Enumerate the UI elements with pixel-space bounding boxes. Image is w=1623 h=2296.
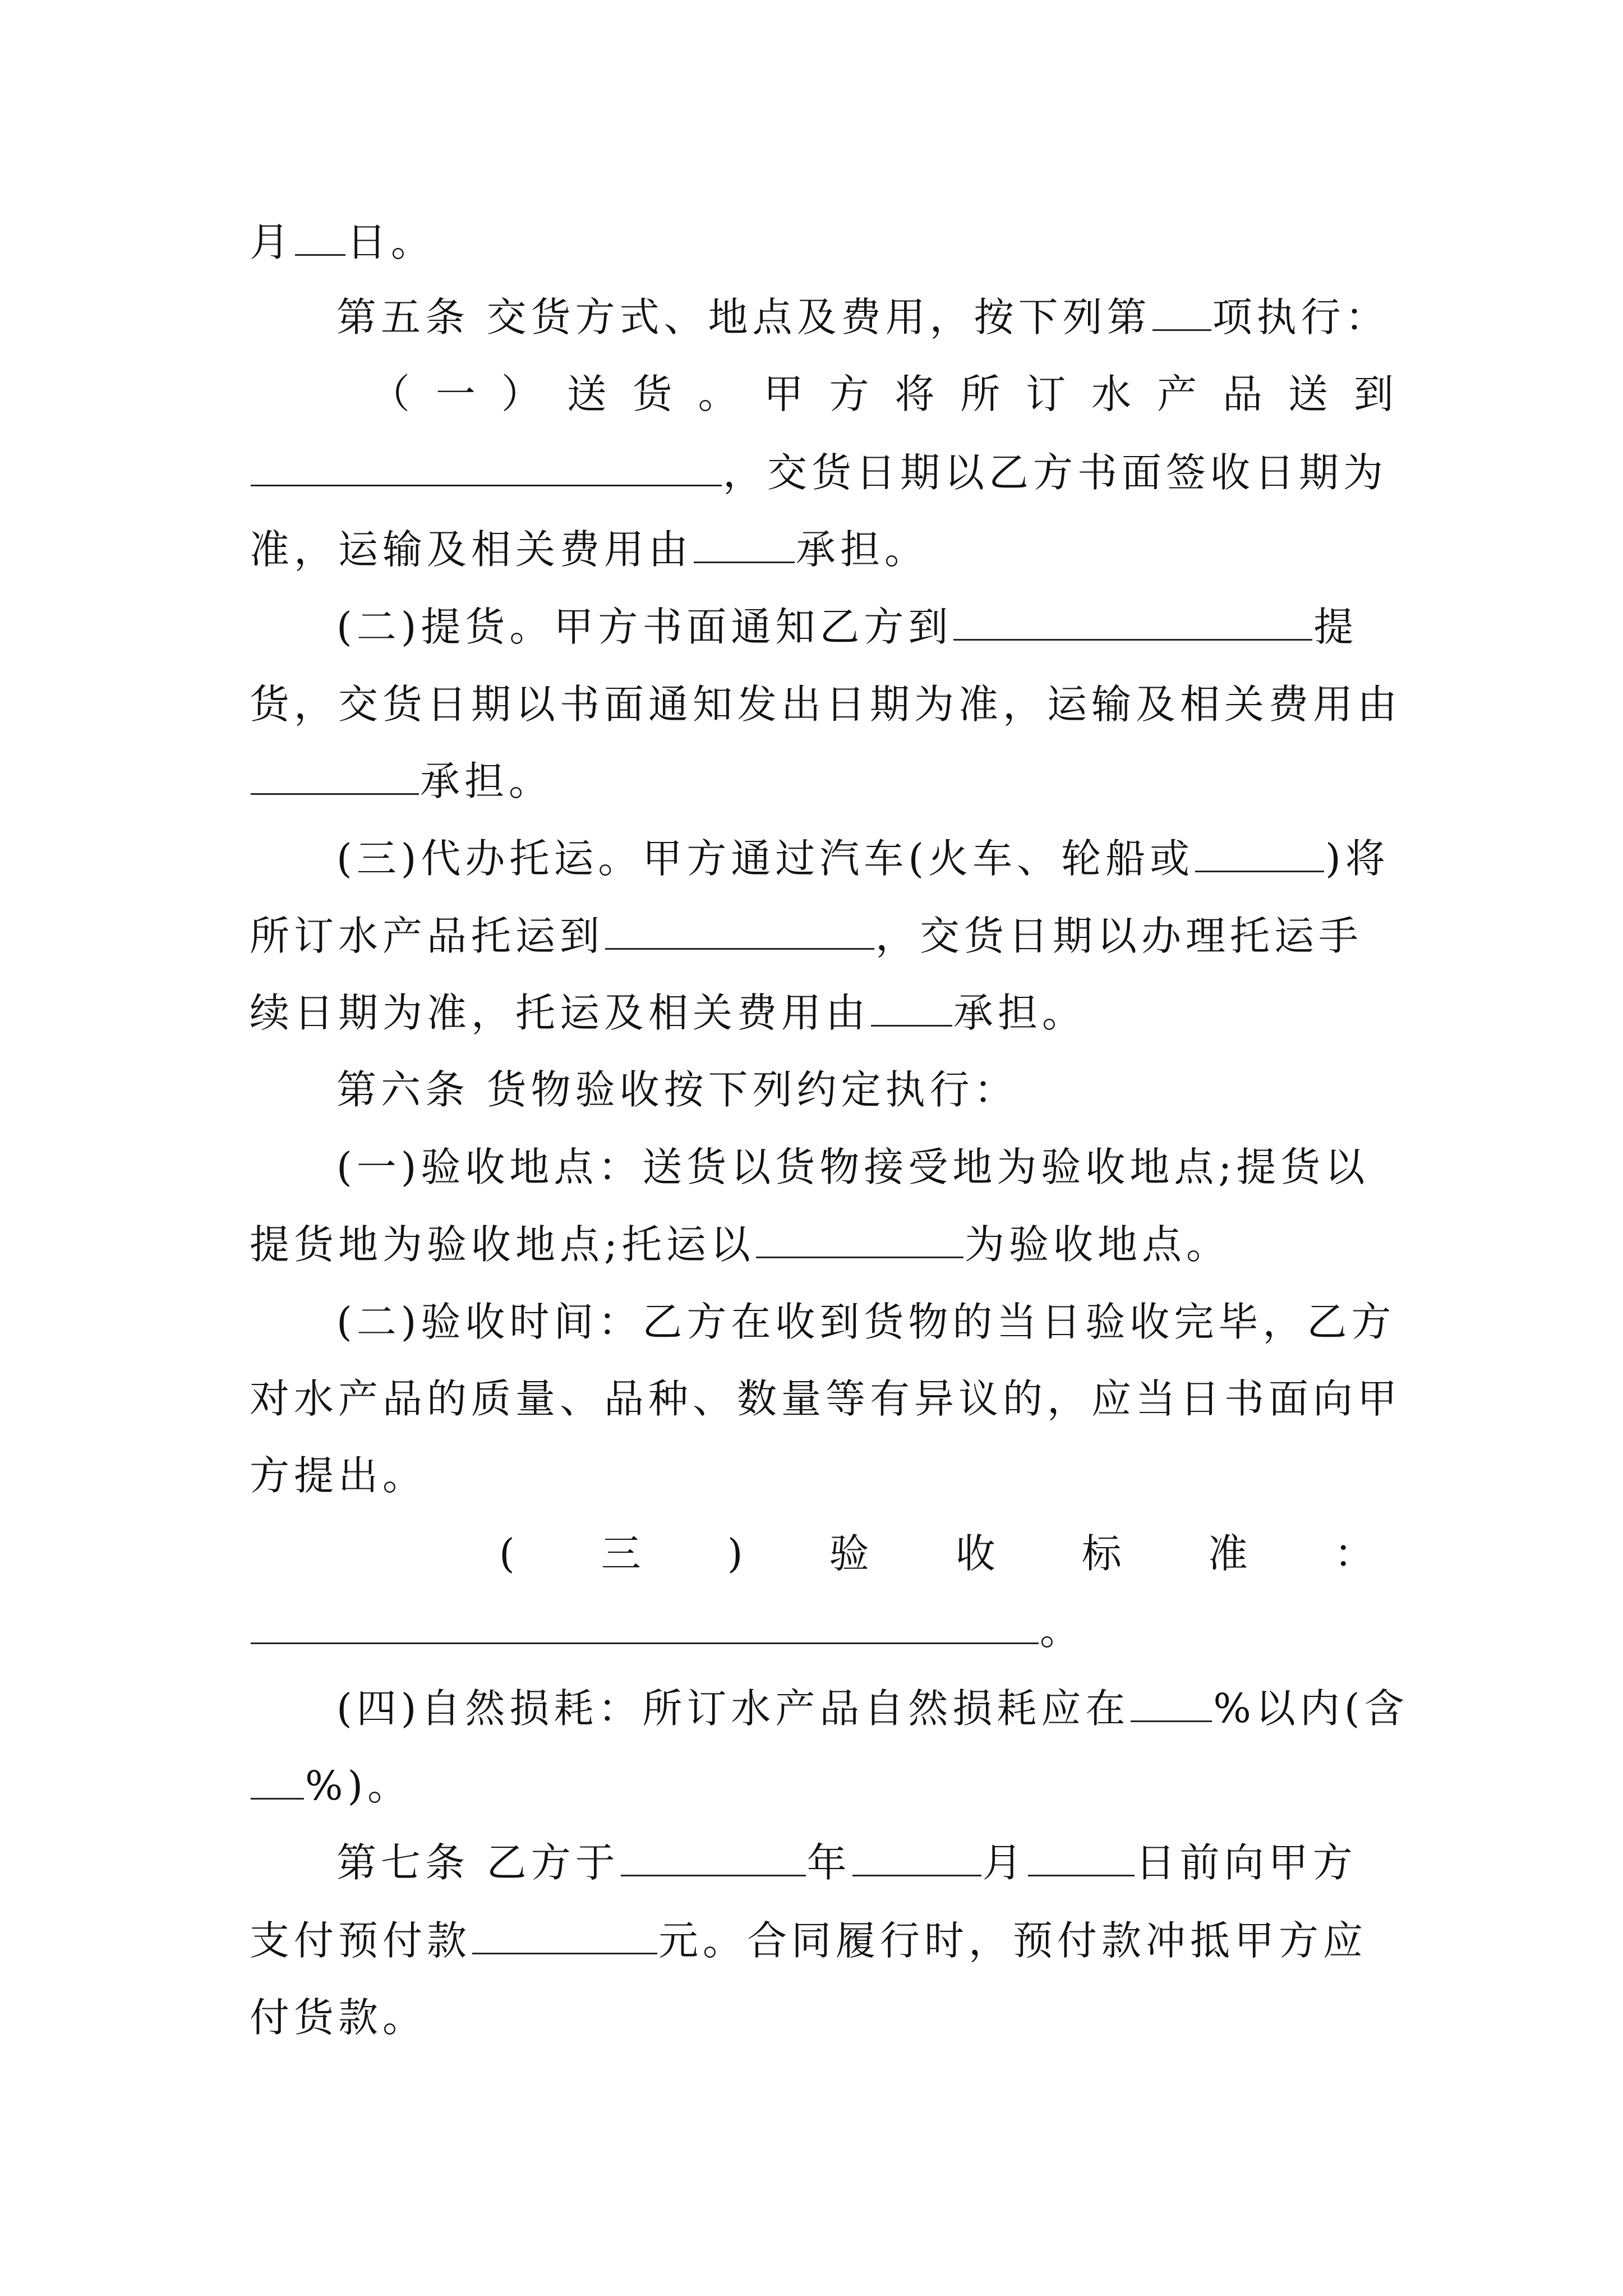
text: 支付预付款: [250, 1917, 472, 1964]
text: 准，运输及相关费用由: [250, 526, 693, 573]
text: 承担。: [420, 758, 554, 804]
blank-field[interactable]: [756, 1222, 963, 1258]
char: 准: [1207, 1530, 1248, 1577]
text: 承担。: [796, 526, 929, 573]
char: 方: [829, 371, 869, 417]
blank-field[interactable]: [953, 604, 1312, 641]
char: 送: [566, 371, 607, 417]
text: (二)提货。甲方书面通知乙方到: [336, 604, 953, 650]
text: 提货地为验收地点;托运以: [250, 1221, 755, 1268]
clause-delivery-line-1: [370, 361, 1394, 428]
char: 货: [632, 371, 672, 417]
text: %以内(含: [1213, 1685, 1409, 1732]
text: 所订水产品托运到: [250, 913, 605, 959]
blank-field[interactable]: [251, 1608, 1039, 1644]
char: 将: [895, 371, 935, 417]
text: 方提出。: [250, 1452, 427, 1499]
char: 到: [1353, 371, 1394, 417]
text: 续日期为准，托运及相关费用由: [250, 990, 870, 1036]
blank-field[interactable]: [472, 1918, 657, 1954]
char: 品: [1222, 371, 1262, 417]
text: (二)验收时间：乙方在收到货物的当日验收完毕，乙方: [336, 1299, 1396, 1345]
text: 项执行：: [1212, 294, 1390, 341]
blank-field[interactable]: [1195, 836, 1324, 872]
article-6-heading: [336, 1056, 1394, 1124]
line-month-day: [250, 209, 1394, 276]
natural-loss-line-2: [250, 1752, 1394, 1820]
char: (: [499, 1530, 515, 1577]
clause-pickup-line-1: [336, 593, 1394, 661]
text: )将: [1325, 835, 1390, 882]
char: ：: [1334, 1530, 1374, 1577]
char: 订: [1026, 371, 1066, 417]
text: 年: [806, 1839, 851, 1886]
text: 日。: [347, 219, 436, 265]
char: 所: [960, 371, 1000, 417]
inspection-location-line-1: [336, 1134, 1394, 1201]
clause-pickup-line-3: [250, 748, 1394, 815]
text: 日前向甲方: [1135, 1839, 1357, 1886]
char: ): [727, 1530, 743, 1577]
char: 一: [435, 371, 476, 417]
text: 月: [250, 219, 294, 265]
blank-field[interactable]: [871, 990, 952, 1027]
char: 。: [698, 371, 738, 417]
text: 元。合同履行时，预付款冲抵甲方应: [658, 1917, 1368, 1964]
text: 第七条 乙方于: [336, 1839, 620, 1886]
text: 月: [982, 1839, 1027, 1886]
text: ，交货日期以乙方书面签收日期为: [723, 449, 1388, 496]
text: 货，交货日期以书面通知发出日期为准，运输及相关费用由: [250, 681, 1402, 728]
clause-shipping-line-2: [250, 903, 1394, 970]
blank-field[interactable]: [1028, 1840, 1135, 1876]
text: 对水产品的质量、品种、数量等有异议的，应当日书面向甲: [250, 1375, 1402, 1422]
blank-field[interactable]: [621, 1840, 806, 1876]
text: 为验收地点。: [964, 1221, 1230, 1268]
clause-delivery-line-3: [250, 516, 1394, 583]
text: %)。: [305, 1763, 412, 1809]
char: 甲: [763, 371, 804, 417]
blank-field[interactable]: [1152, 295, 1211, 331]
text: (三)代办托运。甲方通过汽车(火车、轮船或: [336, 835, 1195, 882]
inspection-standard-line-1: [499, 1520, 1374, 1588]
natural-loss-line-1: [336, 1675, 1409, 1742]
article-7-line-3: [250, 1984, 1394, 2051]
char: 三: [601, 1530, 641, 1577]
blank-field[interactable]: [852, 1840, 981, 1876]
text: 。: [1040, 1607, 1085, 1654]
blank-field[interactable]: [605, 913, 874, 950]
blank-field[interactable]: [251, 450, 722, 486]
inspection-time-line-2: [250, 1365, 1402, 1433]
text: 付货款。: [250, 1994, 427, 2041]
char: （: [370, 371, 411, 417]
char: 产: [1157, 371, 1197, 417]
article-7-line-2: [250, 1907, 1394, 1975]
clause-shipping-line-3: [250, 979, 1394, 1047]
text: (一)验收地点：送货以货物接受地为验收地点;提货以: [336, 1144, 1370, 1190]
char: 送: [1288, 371, 1328, 417]
article-5-heading: [336, 284, 1394, 351]
char: 收: [955, 1530, 995, 1577]
article-7-line-1: [336, 1829, 1394, 1897]
text: (四)自然损耗：所订水产品自然损耗应在: [336, 1685, 1130, 1732]
inspection-location-line-2: [250, 1211, 1394, 1278]
text: 第五条 交货方式、地点及费用，按下列第: [336, 294, 1151, 341]
blank-field[interactable]: [251, 758, 419, 795]
clause-delivery-line-2: [250, 439, 1394, 507]
clause-shipping-line-1: [336, 825, 1394, 892]
text: 承担。: [953, 990, 1087, 1036]
blank-field[interactable]: [251, 1763, 304, 1800]
char: 验: [829, 1530, 869, 1577]
inspection-time-line-1: [336, 1289, 1394, 1356]
blank-field[interactable]: [1131, 1686, 1212, 1722]
text: 第六条 货物验收按下列约定执行：: [336, 1066, 1018, 1113]
blank-field[interactable]: [295, 219, 345, 256]
char: ）: [501, 371, 541, 417]
clause-pickup-line-2: [250, 671, 1402, 738]
char: 标: [1081, 1530, 1122, 1577]
text: ，交货日期以办理托运手: [875, 913, 1363, 959]
char: 水: [1091, 371, 1132, 417]
text: 提: [1313, 604, 1358, 650]
inspection-time-line-3: [250, 1442, 1394, 1510]
blank-field[interactable]: [694, 527, 795, 563]
inspection-standard-line-2: [250, 1597, 1394, 1664]
